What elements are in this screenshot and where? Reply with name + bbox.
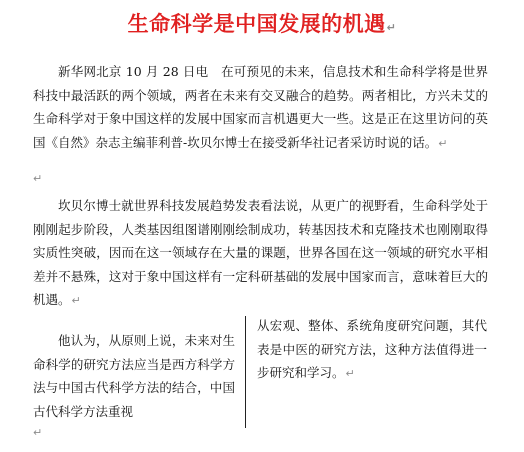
paragraph-2-text: 坎贝尔博士就世界科技发展趋势发表看法说，从更广的视野看，生命科学处于刚刚起步阶段，人类基因组图谱刚刚绘制成功，转基因技术和克隆技术也刚刚取得实质性突破，因而在这一领域存在大量的课题，世界各国在这一领域的研究水平相差并不悬殊，这对于象中国这样有一定科研基础的发展中国家而言，意味着巨大的机遇。	[33, 198, 488, 307]
column-divider	[245, 316, 246, 428]
paragraph-1-text: 新华网北京 10 月 28 日电 在可预见的未来，信息技术和生命科学将是世界科技中最活跃的两个领域，两者在未来有交叉融合的趋势。两者相比，方兴未艾的生命科学对于象中国这样的发展中国家而言机遇更大一些。这是正在这里访问的英国《自然》杂志主编菲利普-坎贝尔博士在接受新华社记者采访时说的话。	[33, 64, 488, 150]
paragraph-1	[33, 60, 488, 155]
paragraph-mark-icon: ↵	[438, 136, 448, 150]
title-text: 生命科学是中国发展的机遇	[127, 12, 386, 36]
paragraph-mark-icon: ↵	[345, 367, 355, 380]
column-right	[257, 314, 487, 386]
column-left	[33, 329, 235, 423]
column-left-text: 他认为，从原则上说，未来对生命科学的研究方法应当是西方科学方法与中国古代科学方法的结合，中国古代科学方法重视	[33, 333, 235, 419]
paragraph-mark-icon: ↵	[71, 294, 81, 307]
paragraph-mark-icon: ↵	[386, 21, 397, 34]
document-title	[0, 10, 524, 42]
paragraph-mark-icon: ↵	[33, 172, 43, 185]
paragraph-2	[33, 194, 488, 313]
paragraph-mark-icon: ↵	[33, 426, 43, 439]
column-right-text: 从宏观、整体、系统角度研究问题，其代表是中医的研究方法，这种方法值得进一步研究和学习。	[257, 318, 487, 380]
